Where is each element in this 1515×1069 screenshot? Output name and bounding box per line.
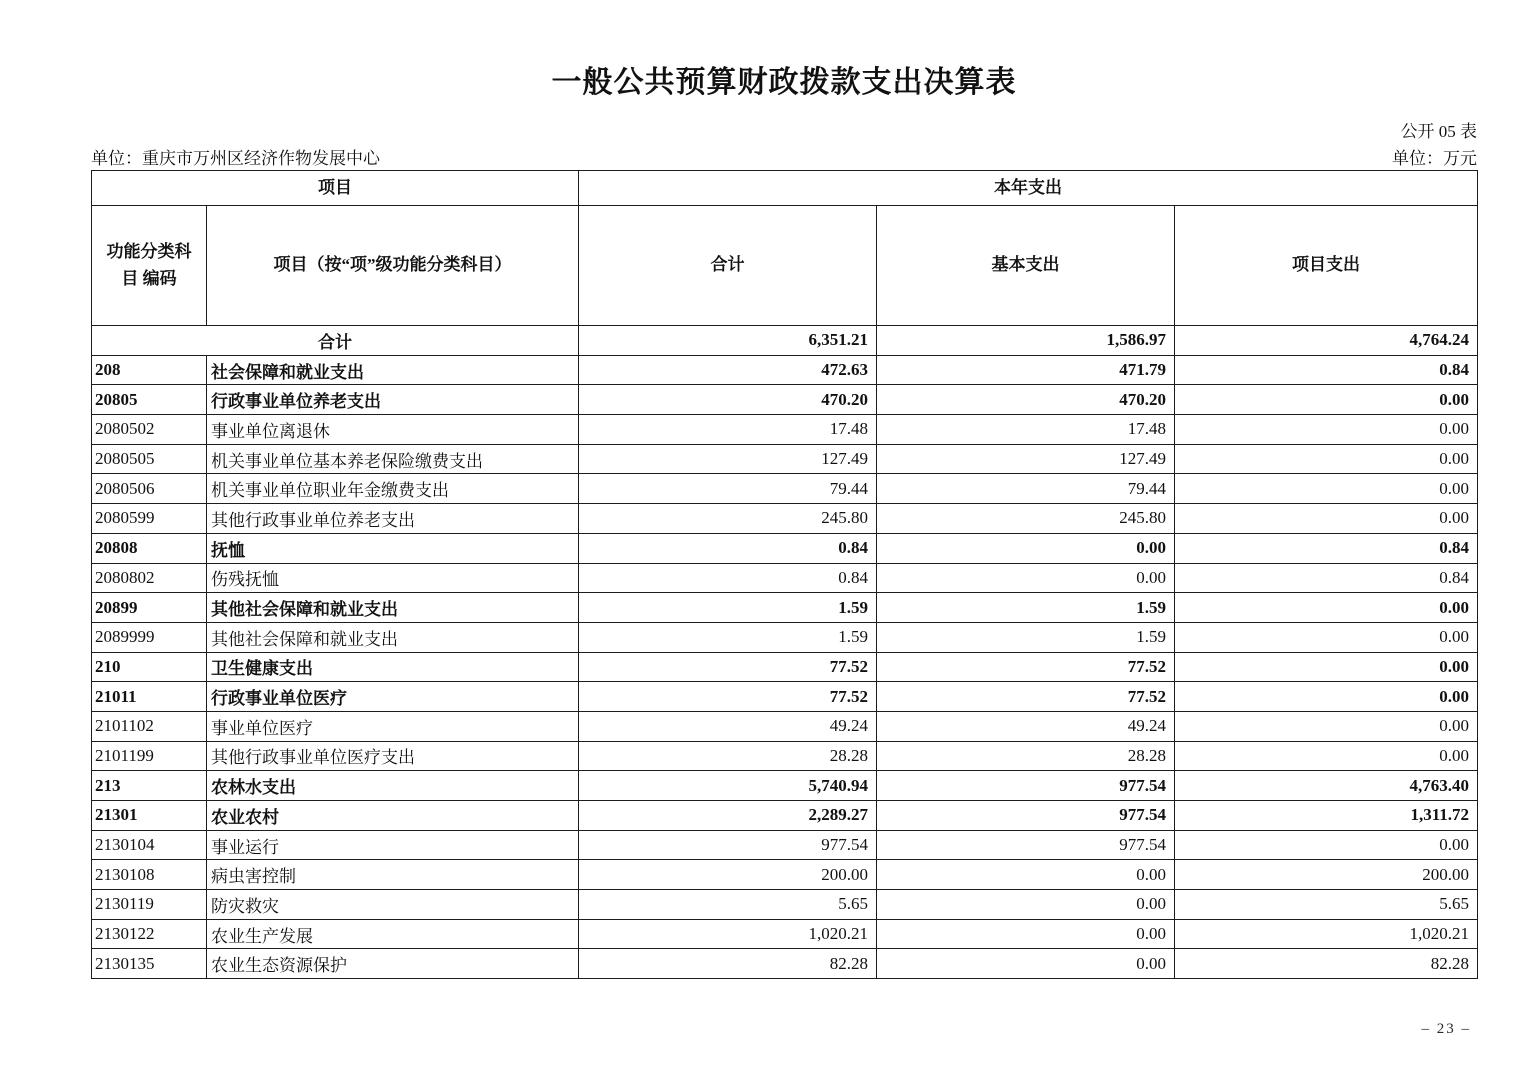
- code-cell: 210: [92, 652, 207, 682]
- table-row: [92, 652, 1478, 682]
- header-col-project: 项目支出: [1175, 206, 1478, 326]
- table-row: [92, 444, 1478, 474]
- code-cell: 2101199: [92, 741, 207, 771]
- table-row: [92, 741, 1478, 771]
- table-row: [92, 830, 1478, 860]
- total-amount-cell: 5,740.94: [579, 771, 877, 801]
- basic-amount-cell: 0.00: [877, 919, 1175, 949]
- total-amount-cell: 79.44: [579, 474, 877, 504]
- table-row: [92, 801, 1478, 831]
- project-amount-cell: 5.65: [1175, 890, 1478, 920]
- basic-amount-cell: 0.00: [877, 949, 1175, 979]
- project-amount-cell: 0.00: [1175, 652, 1478, 682]
- table-row: [92, 563, 1478, 593]
- basic-amount-cell: 0.00: [877, 533, 1175, 563]
- code-cell: 20808: [92, 533, 207, 563]
- table-row: [92, 860, 1478, 890]
- item-cell: 行政事业单位养老支出: [207, 385, 579, 415]
- header-col-total: 合计: [579, 206, 877, 326]
- code-cell: 2130119: [92, 890, 207, 920]
- unit-currency-label: 单位：万元: [1392, 149, 1477, 168]
- total-amount-cell: 0.84: [579, 563, 877, 593]
- total-amount-cell: 2,289.27: [579, 801, 877, 831]
- total-amount-cell: 472.63: [579, 355, 877, 385]
- basic-amount-cell: 471.79: [877, 355, 1175, 385]
- project-amount-cell: 4,763.40: [1175, 771, 1478, 801]
- item-cell: 合计: [92, 326, 579, 356]
- project-amount-cell: 0.00: [1175, 593, 1478, 623]
- item-cell: 农林水支出: [207, 771, 579, 801]
- code-cell: 2080502: [92, 415, 207, 445]
- header-group-current-year: 本年支出: [579, 171, 1478, 206]
- code-cell: 2130122: [92, 919, 207, 949]
- item-cell: 事业单位离退休: [207, 415, 579, 445]
- item-cell: 农业农村: [207, 801, 579, 831]
- header-columns-row: [92, 206, 1478, 326]
- item-cell: 卫生健康支出: [207, 652, 579, 682]
- basic-amount-cell: 0.00: [877, 860, 1175, 890]
- total-amount-cell: 77.52: [579, 682, 877, 712]
- code-cell: 2080802: [92, 563, 207, 593]
- item-cell: 抚恤: [207, 533, 579, 563]
- item-cell: 社会保障和就业支出: [207, 355, 579, 385]
- item-cell: 其他行政事业单位养老支出: [207, 504, 579, 534]
- code-cell: 2130104: [92, 830, 207, 860]
- project-amount-cell: 0.00: [1175, 830, 1478, 860]
- project-amount-cell: 4,764.24: [1175, 326, 1478, 356]
- total-amount-cell: 82.28: [579, 949, 877, 979]
- item-cell: 机关事业单位职业年金缴费支出: [207, 474, 579, 504]
- total-amount-cell: 0.84: [579, 533, 877, 563]
- code-cell: 2080599: [92, 504, 207, 534]
- project-amount-cell: 82.28: [1175, 949, 1478, 979]
- table-row: [92, 326, 1478, 356]
- code-cell: 2080505: [92, 444, 207, 474]
- code-cell: 213: [92, 771, 207, 801]
- total-amount-cell: 1.59: [579, 622, 877, 652]
- project-amount-cell: 1,311.72: [1175, 801, 1478, 831]
- basic-amount-cell: 17.48: [877, 415, 1175, 445]
- header-group-row: [92, 171, 1478, 206]
- basic-amount-cell: 977.54: [877, 830, 1175, 860]
- project-amount-cell: 200.00: [1175, 860, 1478, 890]
- item-cell: 伤残抚恤: [207, 563, 579, 593]
- code-cell: 2130108: [92, 860, 207, 890]
- basic-amount-cell: 77.52: [877, 682, 1175, 712]
- table-row: [92, 385, 1478, 415]
- project-amount-cell: 0.00: [1175, 444, 1478, 474]
- item-cell: 事业单位医疗: [207, 711, 579, 741]
- project-amount-cell: 0.84: [1175, 563, 1478, 593]
- total-amount-cell: 77.52: [579, 652, 877, 682]
- code-cell: 20805: [92, 385, 207, 415]
- unit-name-label: 单位：重庆市万州区经济作物发展中心: [91, 149, 380, 168]
- page-title: 一般公共预算财政拨款支出决算表: [551, 66, 1017, 99]
- table-row: [92, 682, 1478, 712]
- basic-amount-cell: 79.44: [877, 474, 1175, 504]
- total-amount-cell: 1.59: [579, 593, 877, 623]
- basic-amount-cell: 28.28: [877, 741, 1175, 771]
- table-row: [92, 949, 1478, 979]
- project-amount-cell: 0.00: [1175, 682, 1478, 712]
- table-row: [92, 593, 1478, 623]
- item-cell: 机关事业单位基本养老保险缴费支出: [207, 444, 579, 474]
- basic-amount-cell: 977.54: [877, 801, 1175, 831]
- page-number: – 23 –: [1421, 1021, 1471, 1037]
- project-amount-cell: 0.00: [1175, 741, 1478, 771]
- basic-amount-cell: 127.49: [877, 444, 1175, 474]
- total-amount-cell: 977.54: [579, 830, 877, 860]
- code-cell: 208: [92, 355, 207, 385]
- total-amount-cell: 17.48: [579, 415, 877, 445]
- basic-amount-cell: 49.24: [877, 711, 1175, 741]
- table-header: [92, 171, 1478, 326]
- project-amount-cell: 0.84: [1175, 355, 1478, 385]
- code-cell: 21011: [92, 682, 207, 712]
- expenditure-table: [91, 170, 1478, 979]
- table-row: [92, 711, 1478, 741]
- item-cell: 农业生产发展: [207, 919, 579, 949]
- basic-amount-cell: 1.59: [877, 622, 1175, 652]
- code-cell: 2101102: [92, 711, 207, 741]
- item-cell: 病虫害控制: [207, 860, 579, 890]
- table-row: [92, 622, 1478, 652]
- basic-amount-cell: 977.54: [877, 771, 1175, 801]
- table-body: [92, 326, 1478, 979]
- code-cell: 2130135: [92, 949, 207, 979]
- project-amount-cell: 0.00: [1175, 415, 1478, 445]
- item-cell: 农业生态资源保护: [207, 949, 579, 979]
- total-amount-cell: 200.00: [579, 860, 877, 890]
- code-cell: 2080506: [92, 474, 207, 504]
- basic-amount-cell: 470.20: [877, 385, 1175, 415]
- total-amount-cell: 470.20: [579, 385, 877, 415]
- table-row: [92, 474, 1478, 504]
- project-amount-cell: 1,020.21: [1175, 919, 1478, 949]
- basic-amount-cell: 0.00: [877, 890, 1175, 920]
- unit-row: [91, 144, 1477, 169]
- table-row: [92, 919, 1478, 949]
- basic-amount-cell: 245.80: [877, 504, 1175, 534]
- basic-amount-cell: 1,586.97: [877, 326, 1175, 356]
- project-amount-cell: 0.84: [1175, 533, 1478, 563]
- item-cell: 防灾救灾: [207, 890, 579, 920]
- basic-amount-cell: 77.52: [877, 652, 1175, 682]
- item-cell: 事业运行: [207, 830, 579, 860]
- table-row: [92, 504, 1478, 534]
- total-amount-cell: 49.24: [579, 711, 877, 741]
- total-amount-cell: 5.65: [579, 890, 877, 920]
- basic-amount-cell: 1.59: [877, 593, 1175, 623]
- total-amount-cell: 1,020.21: [579, 919, 877, 949]
- project-amount-cell: 0.00: [1175, 504, 1478, 534]
- project-amount-cell: 0.00: [1175, 622, 1478, 652]
- item-cell: 其他社会保障和就业支出: [207, 593, 579, 623]
- total-amount-cell: 127.49: [579, 444, 877, 474]
- code-cell: 20899: [92, 593, 207, 623]
- header-col-code: 功能分类科目 编码: [92, 206, 207, 326]
- total-amount-cell: 6,351.21: [579, 326, 877, 356]
- item-cell: 其他行政事业单位医疗支出: [207, 741, 579, 771]
- header-col-basic: 基本支出: [877, 206, 1175, 326]
- header-group-item: 项目: [92, 171, 579, 206]
- table-row: [92, 890, 1478, 920]
- table-row: [92, 415, 1478, 445]
- table-row: [92, 355, 1478, 385]
- project-amount-cell: 0.00: [1175, 385, 1478, 415]
- header-col-item: 项目（按“项”级功能分类科目）: [207, 206, 579, 326]
- item-cell: 行政事业单位医疗: [207, 682, 579, 712]
- project-amount-cell: 0.00: [1175, 474, 1478, 504]
- code-cell: 2089999: [92, 622, 207, 652]
- table-row: [92, 771, 1478, 801]
- project-amount-cell: 0.00: [1175, 711, 1478, 741]
- code-cell: 21301: [92, 801, 207, 831]
- total-amount-cell: 28.28: [579, 741, 877, 771]
- basic-amount-cell: 0.00: [877, 563, 1175, 593]
- table-code-label: 公开 05 表: [1400, 122, 1477, 141]
- table-row: [92, 533, 1478, 563]
- item-cell: 其他社会保障和就业支出: [207, 622, 579, 652]
- total-amount-cell: 245.80: [579, 504, 877, 534]
